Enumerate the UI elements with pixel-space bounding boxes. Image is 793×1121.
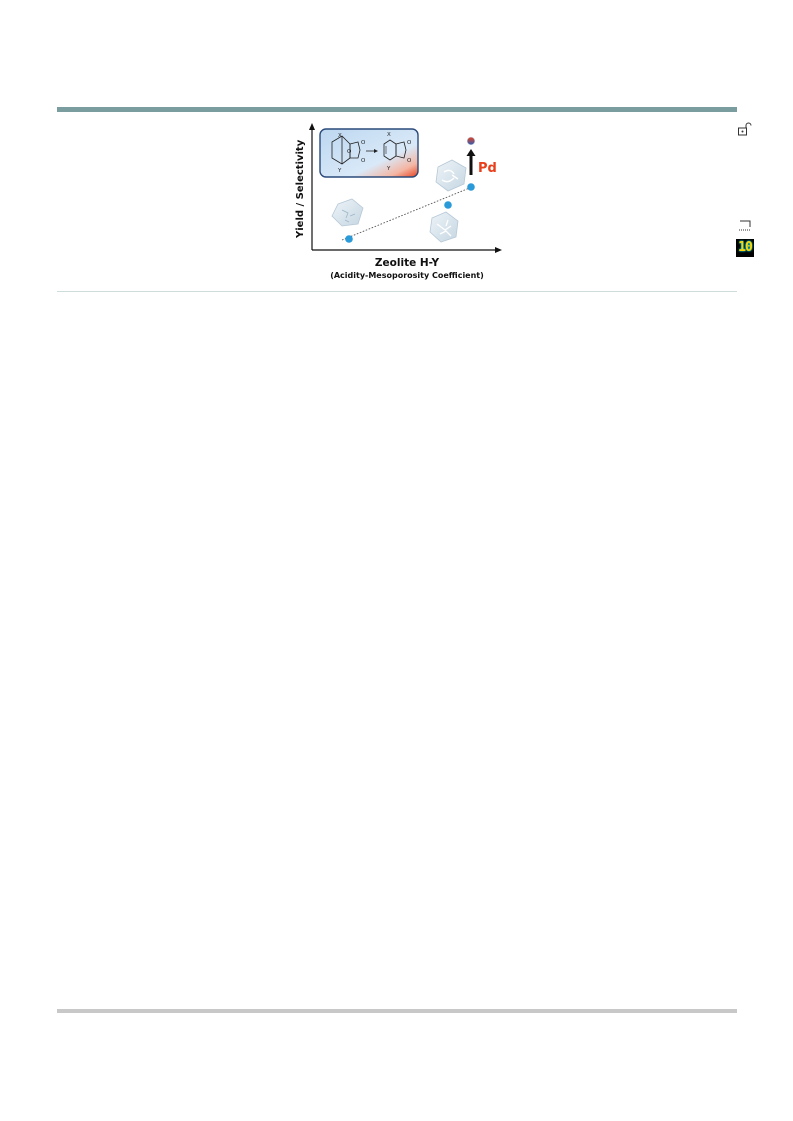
scheme-o-right-top: O — [407, 140, 412, 146]
unlock-icon-svg — [737, 121, 753, 137]
pd-label: Pd — [478, 161, 497, 176]
x-axis-label: Zeolite H-Y — [374, 257, 440, 269]
scheme-sub-y-right: Y — [387, 166, 391, 172]
data-point-3 — [467, 183, 475, 191]
data-point-2 — [444, 201, 452, 209]
figure-divider — [57, 291, 737, 292]
data-point-1 — [345, 235, 353, 243]
scheme-sub-x-left: X — [338, 133, 342, 139]
scheme-o-right-bottom: O — [407, 158, 412, 164]
reaction-scheme — [320, 129, 418, 177]
scheme-o-left-top: O — [361, 140, 366, 146]
badge-icon[interactable] — [736, 239, 754, 257]
header-rule — [57, 107, 737, 112]
badge-value: 10 — [738, 240, 752, 255]
x-axis-sublabel: (Acidity-Mesoporosity Coefficient) — [330, 271, 484, 280]
scheme-sub-x-right: X — [387, 132, 391, 138]
data-point-pd — [467, 137, 475, 145]
toc-graphic-svg — [290, 120, 515, 286]
footer-rule — [57, 1009, 737, 1013]
crystal-1 — [332, 199, 363, 226]
comment-icon[interactable] — [737, 216, 753, 232]
pd-arrow — [467, 149, 476, 175]
crystal-3 — [430, 212, 458, 242]
comment-icon-svg — [737, 216, 753, 232]
scheme-o-left-bottom: O — [361, 158, 366, 164]
scheme-sub-y-left: Y — [338, 168, 342, 174]
toc-graphic — [290, 120, 515, 286]
y-axis-label: Yield / Selectivity — [295, 139, 306, 238]
crystal-2 — [436, 160, 466, 191]
scheme-bridge-o: O — [347, 149, 352, 155]
unlock-icon[interactable] — [737, 121, 753, 137]
